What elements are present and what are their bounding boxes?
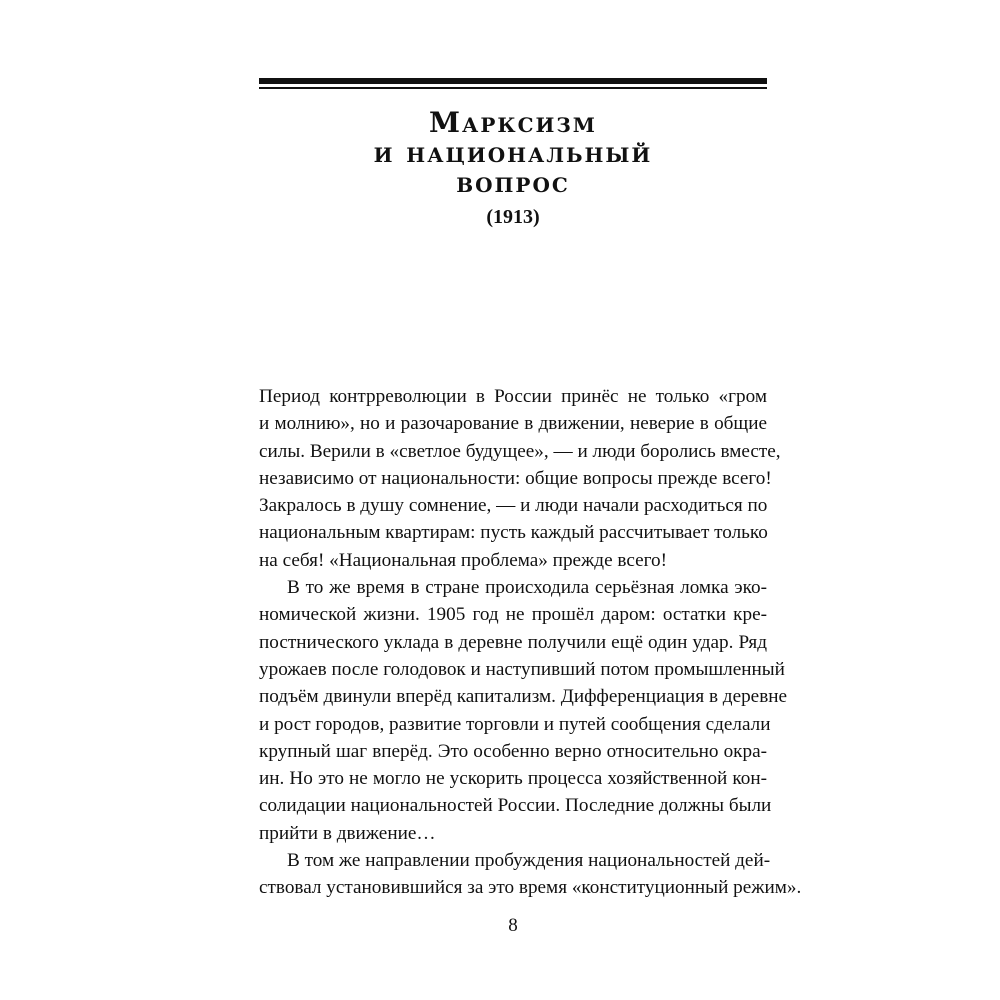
text-line: и рост городов, развитие торговли и путей сообщения сделали [259, 713, 771, 735]
chapter-title [259, 108, 767, 230]
text-line: номической жизни. 1905 год не прошёл даром: остатки кре- [259, 604, 767, 626]
title-line-2: и национальный [373, 136, 653, 169]
text-line: В то же время в стране происходила серьёзная ломка эко- [287, 577, 767, 599]
text-line: ин. Но это не могло не ускорить процесса хозяйственной кон- [259, 768, 767, 790]
text-line: и молнию», но и разочарование в движении, неверие в общие [259, 413, 767, 435]
text-line: силы. Верили в «светлое будущее», — и люди боролись вместе, [259, 440, 781, 462]
text-line: подъём двинули вперёд капитализм. Дифференциация в деревне [259, 686, 788, 708]
title-line-3: вопрос [456, 166, 570, 199]
text-line: ствовал установившийся за это время «конституционный режим». [259, 877, 802, 899]
text-line: Закралось в душу сомнение, — и люди начали расходиться по [259, 495, 768, 517]
text-line: независимо от национальности: общие вопросы прежде всего! [259, 467, 772, 489]
text-line: национальным квартирам: пусть каждый рассчитывает только [259, 522, 768, 544]
text-line: на себя! «Национальная проблема» прежде всего! [259, 549, 667, 571]
paragraph-2 [259, 574, 788, 847]
title-line-1: Марксизм [429, 106, 597, 139]
text-line: солидации национальностей России. Последние должны были [259, 795, 772, 817]
text-line: Период контрреволюции в России принёс не только «гром [259, 386, 767, 407]
header-rule-thin [259, 87, 767, 89]
page-number: 8 [508, 915, 518, 936]
header-rule-thick [259, 78, 767, 84]
body-text [259, 383, 802, 902]
text-line: В том же направлении пробуждения национальностей дей- [287, 850, 771, 872]
title-year: (1913) [486, 206, 540, 228]
text-line: прийти в движение… [259, 822, 436, 844]
text-line: крупный шаг вперёд. Это особенно верно относительно окра- [259, 740, 767, 762]
text-line: постнического уклада в деревне получили ещё один удар. Ряд [259, 631, 767, 653]
paragraph-1 [259, 383, 781, 574]
text-line: урожаев после голодовок и наступивший потом промышленный [259, 658, 785, 680]
paragraph-3 [259, 847, 802, 902]
